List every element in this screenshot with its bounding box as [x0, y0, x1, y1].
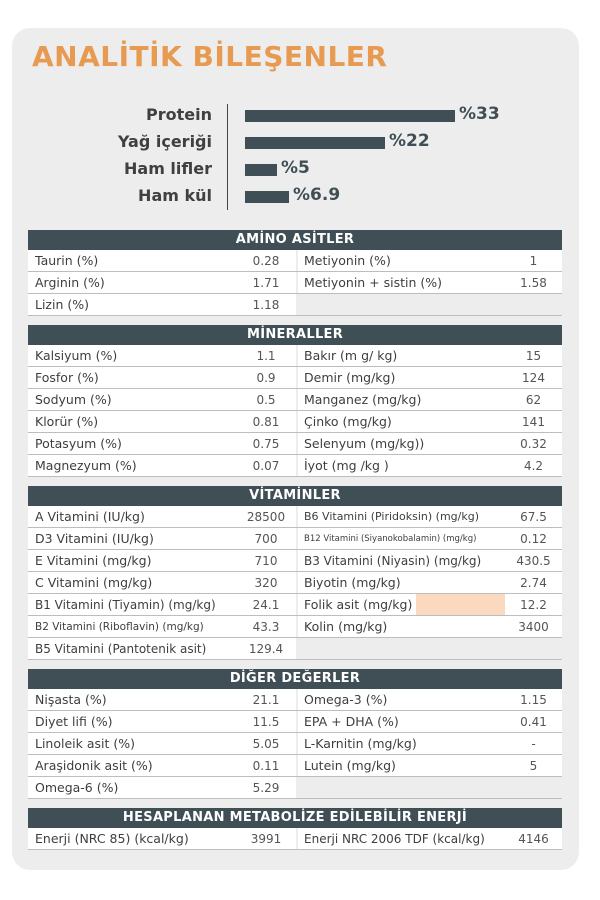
section-other-values [28, 669, 562, 799]
bar-value: %6.9 [293, 185, 341, 205]
row-value: 320 [236, 572, 296, 593]
empty-cell [298, 638, 505, 659]
row-label: B5 Vitamini (Pantotenik asit) [28, 638, 236, 659]
bar-label: Ham kül [138, 186, 212, 205]
row-value: 129.4 [236, 638, 296, 659]
table-row [28, 411, 562, 433]
table-row [28, 594, 562, 616]
row-value: 0.07 [236, 455, 296, 476]
section-vitamins [28, 486, 562, 660]
row-label: Kalsiyum (%) [28, 345, 236, 366]
row-value: 4.2 [505, 455, 562, 476]
bar-fill [245, 137, 385, 149]
row-value: 0.9 [236, 367, 296, 388]
row-label: B6 Vitamini (Piridoksin) (mg/kg) [298, 506, 505, 527]
row-value: 0.75 [236, 433, 296, 454]
row-value: 0.12 [505, 528, 562, 549]
row-label: Bakır (m g/ kg) [298, 345, 505, 366]
section-header: AMİNO ASİTLER [28, 230, 562, 250]
section-energy [28, 808, 562, 850]
row-label: Lizin (%) [28, 294, 236, 315]
table-row [28, 616, 562, 638]
row-label: Enerji NRC 2006 TDF (kcal/kg) [298, 828, 505, 849]
row-label: B2 Vitamini (Riboflavin) (mg/kg) [28, 616, 236, 637]
table-row [28, 345, 562, 367]
row-value: 11.5 [236, 711, 296, 732]
bar-row-protein [0, 104, 600, 130]
empty-cell [505, 777, 562, 798]
row-value: 24.1 [236, 594, 296, 615]
row-value: 1.58 [505, 272, 562, 293]
row-label: EPA + DHA (%) [298, 711, 505, 732]
section-minerals [28, 325, 562, 477]
row-value: 5.05 [236, 733, 296, 754]
table-row [28, 828, 562, 850]
row-label: Taurin (%) [28, 250, 236, 271]
row-label: D3 Vitamini (IU/kg) [28, 528, 236, 549]
section-header: MİNERALLER [28, 325, 562, 345]
row-value: 12.2 [505, 594, 562, 615]
row-value: 3991 [236, 828, 296, 849]
row-label: Omega-3 (%) [298, 689, 505, 710]
row-label: B1 Vitamini (Tiyamin) (mg/kg) [28, 594, 236, 615]
row-value: 124 [505, 367, 562, 388]
row-label: Folik asit (mg/kg) [298, 594, 416, 615]
row-label: Nişasta (%) [28, 689, 236, 710]
row-value: 0.41 [505, 711, 562, 732]
table-row [28, 389, 562, 411]
table-row [28, 572, 562, 594]
table-row [28, 294, 562, 316]
row-label: Biyotin (mg/kg) [298, 572, 505, 593]
row-label: Metiyonin (%) [298, 250, 505, 271]
bar-row-fat [0, 131, 600, 157]
row-value: 710 [236, 550, 296, 571]
section-header: VİTAMİNLER [28, 486, 562, 506]
table-row [28, 550, 562, 572]
row-label: B3 Vitamini (Niyasin) (mg/kg) [298, 550, 505, 571]
row-label: Arginin (%) [28, 272, 236, 293]
empty-cell [298, 294, 505, 315]
row-label: Diyet lifi (%) [28, 711, 236, 732]
bar-value: %33 [459, 104, 500, 124]
row-value: 1 [505, 250, 562, 271]
bar-label: Yağ içeriği [117, 132, 212, 151]
table-row [28, 733, 562, 755]
row-label: Araşidonik asit (%) [28, 755, 236, 776]
row-label: Linoleik asit (%) [28, 733, 236, 754]
bar-label: Protein [146, 105, 212, 124]
row-label: Sodyum (%) [28, 389, 236, 410]
row-value: 0.28 [236, 250, 296, 271]
bar-fill [245, 110, 455, 122]
row-label: A Vitamini (IU/kg) [28, 506, 236, 527]
row-label: Omega-6 (%) [28, 777, 236, 798]
row-label: Kolin (mg/kg) [298, 616, 505, 637]
row-value: 0.81 [236, 411, 296, 432]
row-label: C Vitamini (mg/kg) [28, 572, 236, 593]
row-label: Demir (mg/kg) [298, 367, 505, 388]
row-label: Çinko (mg/kg) [298, 411, 505, 432]
row-value: 21.1 [236, 689, 296, 710]
table-row [28, 272, 562, 294]
row-label: Selenyum (mg/kg)) [298, 433, 505, 454]
row-label: Magnezyum (%) [28, 455, 236, 476]
row-value: 5 [505, 755, 562, 776]
table-row [28, 689, 562, 711]
row-value: 2.74 [505, 572, 562, 593]
row-value: 700 [236, 528, 296, 549]
row-label: Enerji (NRC 85) (kcal/kg) [28, 828, 236, 849]
table-row [28, 711, 562, 733]
section-header: DİĞER DEĞERLER [28, 669, 562, 689]
row-label: Klorür (%) [28, 411, 236, 432]
row-value: 43.3 [236, 616, 296, 637]
bar-label: Ham lifler [124, 159, 212, 178]
table-row [28, 755, 562, 777]
row-label: Metiyonin + sistin (%) [298, 272, 505, 293]
empty-cell [505, 638, 562, 659]
row-label: E Vitamini (mg/kg) [28, 550, 236, 571]
row-value: 0.5 [236, 389, 296, 410]
row-value: 5.29 [236, 777, 296, 798]
table-row [28, 506, 562, 528]
row-value: 0.11 [236, 755, 296, 776]
row-value: 28500 [236, 506, 296, 527]
row-value: 1.71 [236, 272, 296, 293]
table-row [28, 455, 562, 477]
row-value: 67.5 [505, 506, 562, 527]
bar-value: %22 [389, 131, 430, 151]
row-value: 62 [505, 389, 562, 410]
row-value: 3400 [505, 616, 562, 637]
row-label: Manganez (mg/kg) [298, 389, 505, 410]
row-label: İyot (mg /kg ) [298, 455, 505, 476]
page-title: ANALİTİK BİLEŞENLER [32, 40, 388, 73]
section-amino-acids [28, 230, 562, 316]
row-value: 4146 [505, 828, 562, 849]
row-label: Lutein (mg/kg) [298, 755, 505, 776]
bar-fill [245, 191, 289, 203]
bar-row-fiber [0, 158, 600, 184]
bar-row-ash [0, 185, 600, 211]
table-row [28, 638, 562, 660]
table-row [28, 528, 562, 550]
bar-value: %5 [281, 158, 310, 178]
table-row [28, 777, 562, 799]
bar-fill [245, 164, 277, 176]
section-header: HESAPLANAN METABOLİZE EDİLEBİLİR ENERJİ [28, 808, 562, 828]
table-row [28, 433, 562, 455]
highlight-cell [416, 594, 505, 615]
row-value: 430.5 [505, 550, 562, 571]
row-value: 1.18 [236, 294, 296, 315]
row-label: L-Karnitin (mg/kg) [298, 733, 505, 754]
row-value: 0.32 [505, 433, 562, 454]
row-value: 1.1 [236, 345, 296, 366]
row-value: 1.15 [505, 689, 562, 710]
empty-cell [505, 294, 562, 315]
row-label: B12 Vitamini (Siyanokobalamin) (mg/kg) [298, 528, 505, 549]
row-label: Potasyum (%) [28, 433, 236, 454]
table-row [28, 250, 562, 272]
row-value: 141 [505, 411, 562, 432]
row-value: 15 [505, 345, 562, 366]
table-row [28, 367, 562, 389]
row-value: - [505, 733, 562, 754]
row-label: Fosfor (%) [28, 367, 236, 388]
empty-cell [298, 777, 505, 798]
